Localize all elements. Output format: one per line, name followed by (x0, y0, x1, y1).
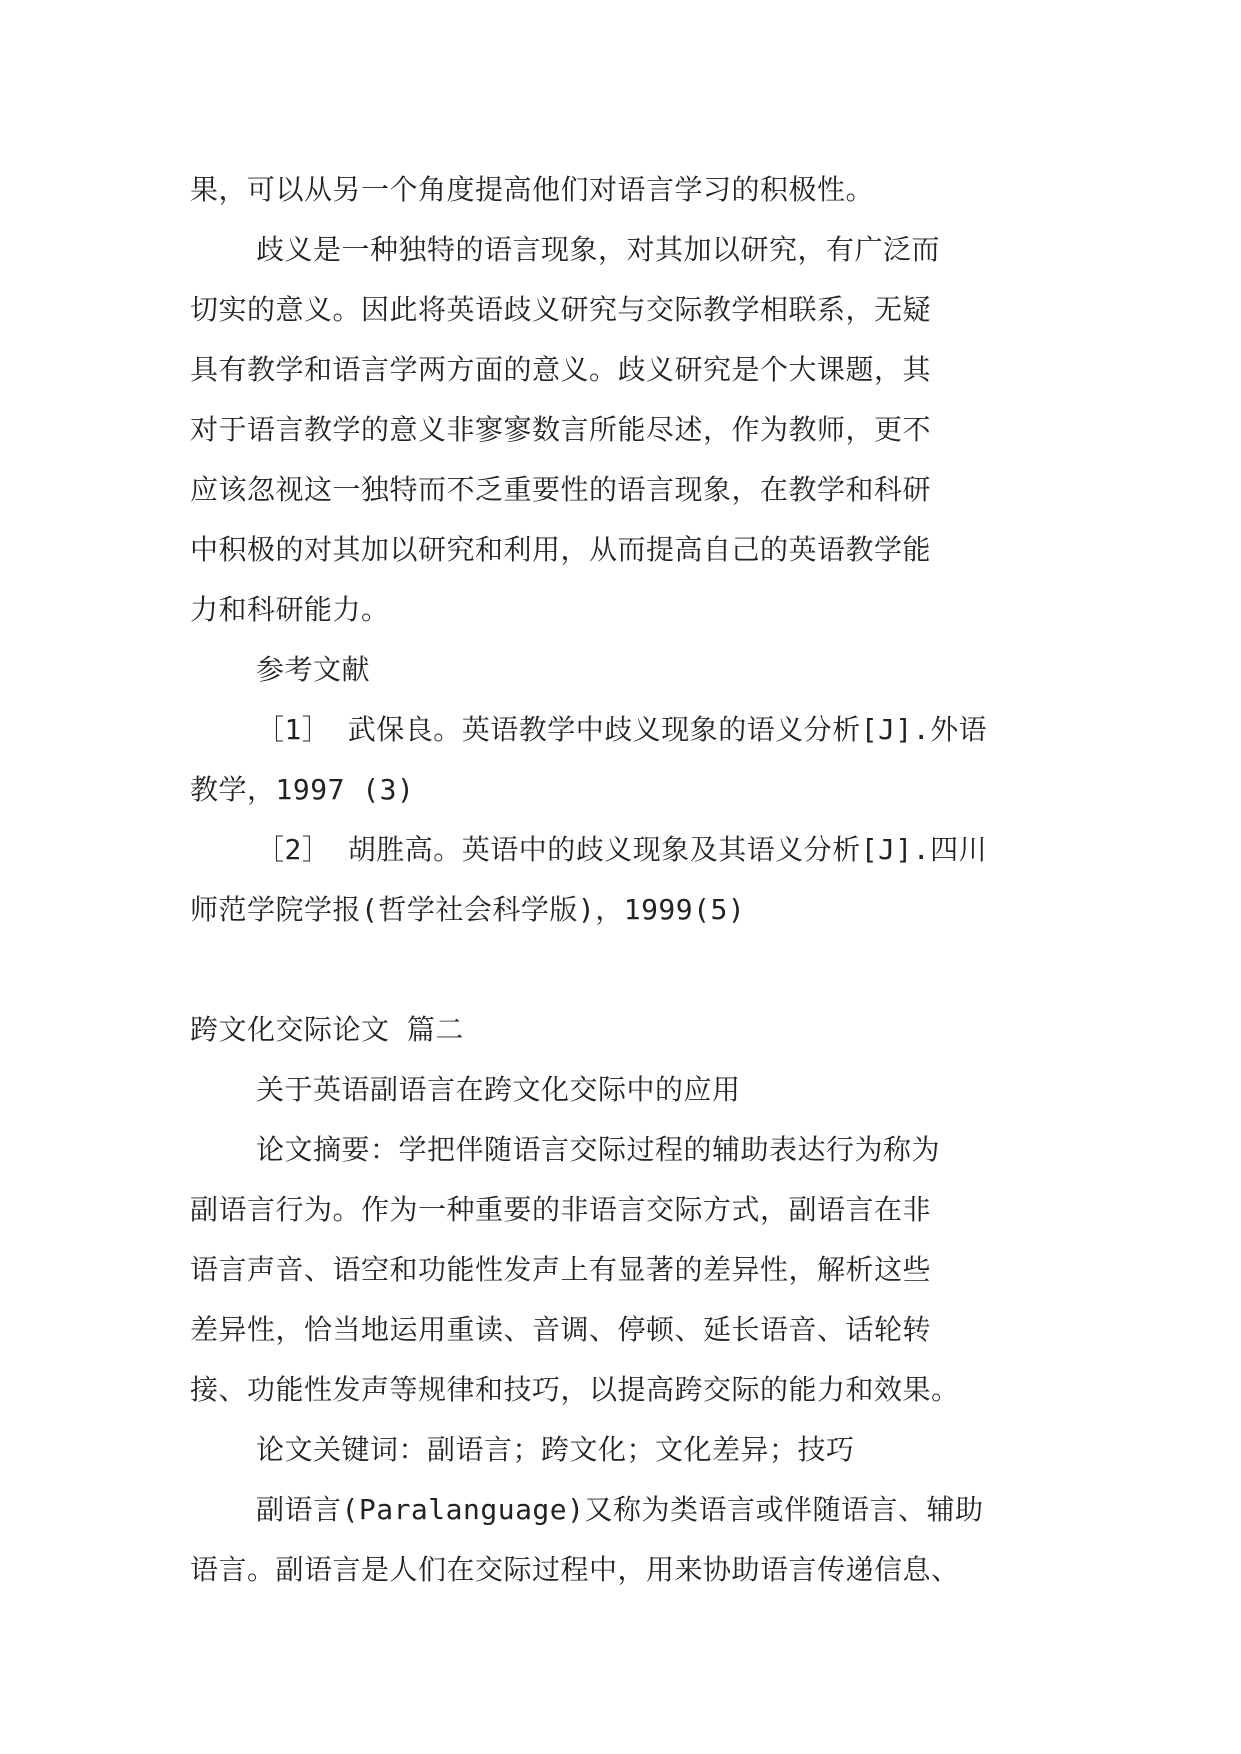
paragraph-line: 语言。副语言是人们在交际过程中，用来协助语言传递信息、 (190, 1553, 960, 1586)
abstract-line: 接、功能性发声等规律和技巧，以提高跨交际的能力和效果。 (190, 1373, 960, 1406)
paragraph-line: 副语言(Paralanguage)又称为类语言或伴随语言、辅助 (256, 1493, 984, 1526)
abstract-line: 语言声音、语空和功能性发声上有显著的差异性，解析这些 (190, 1253, 932, 1286)
paragraph-line: 中积极的对其加以研究和利用，从而提高自己的英语教学能 (190, 533, 932, 566)
paragraph-line: 歧义是一种独特的语言现象，对其加以研究，有广泛而 (256, 233, 941, 266)
abstract-line: 差异性，恰当地运用重读、音调、停顿、延长语音、话轮转 (190, 1313, 932, 1346)
reference-item: ［2］ 胡胜高。英语中的歧义现象及其语义分析[J].四川 (256, 833, 988, 866)
article-title: 关于英语副语言在跨文化交际中的应用 (256, 1073, 741, 1106)
section-heading: 跨文化交际论文 篇二 (190, 1013, 464, 1046)
paragraph-line: 切实的意义。因此将英语歧义研究与交际教学相联系，无疑 (190, 293, 932, 326)
paragraph-line: 应该忽视这一独特而不乏重要性的语言现象，在教学和科研 (190, 473, 932, 506)
section-gap (190, 940, 1056, 1000)
paragraph-line: 果，可以从另一个角度提高他们对语言学习的积极性。 (190, 173, 875, 206)
references-heading: 参考文献 (256, 653, 371, 686)
reference-item: 教学，1997 (3) (190, 773, 415, 806)
paragraph-line: 力和科研能力。 (190, 593, 390, 626)
reference-item: 师范学院学报(哲学社会科学版)，1999(5) (190, 893, 746, 926)
paragraph-line: 对于语言教学的意义非寥寥数言所能尽述，作为教师，更不 (190, 413, 932, 446)
abstract-line: 副语言行为。作为一种重要的非语言交际方式，副语言在非 (190, 1193, 932, 1226)
reference-item: ［1］ 武保良。英语教学中歧义现象的语义分析[J].外语 (256, 713, 988, 746)
paragraph-line: 具有教学和语言学两方面的意义。歧义研究是个大课题，其 (190, 353, 932, 386)
document-page (190, 160, 1056, 1600)
keywords-line: 论文关键词：副语言；跨文化；文化差异；技巧 (256, 1433, 855, 1466)
abstract-line: 论文摘要：学把伴随语言交际过程的辅助表达行为称为 (256, 1133, 941, 1166)
